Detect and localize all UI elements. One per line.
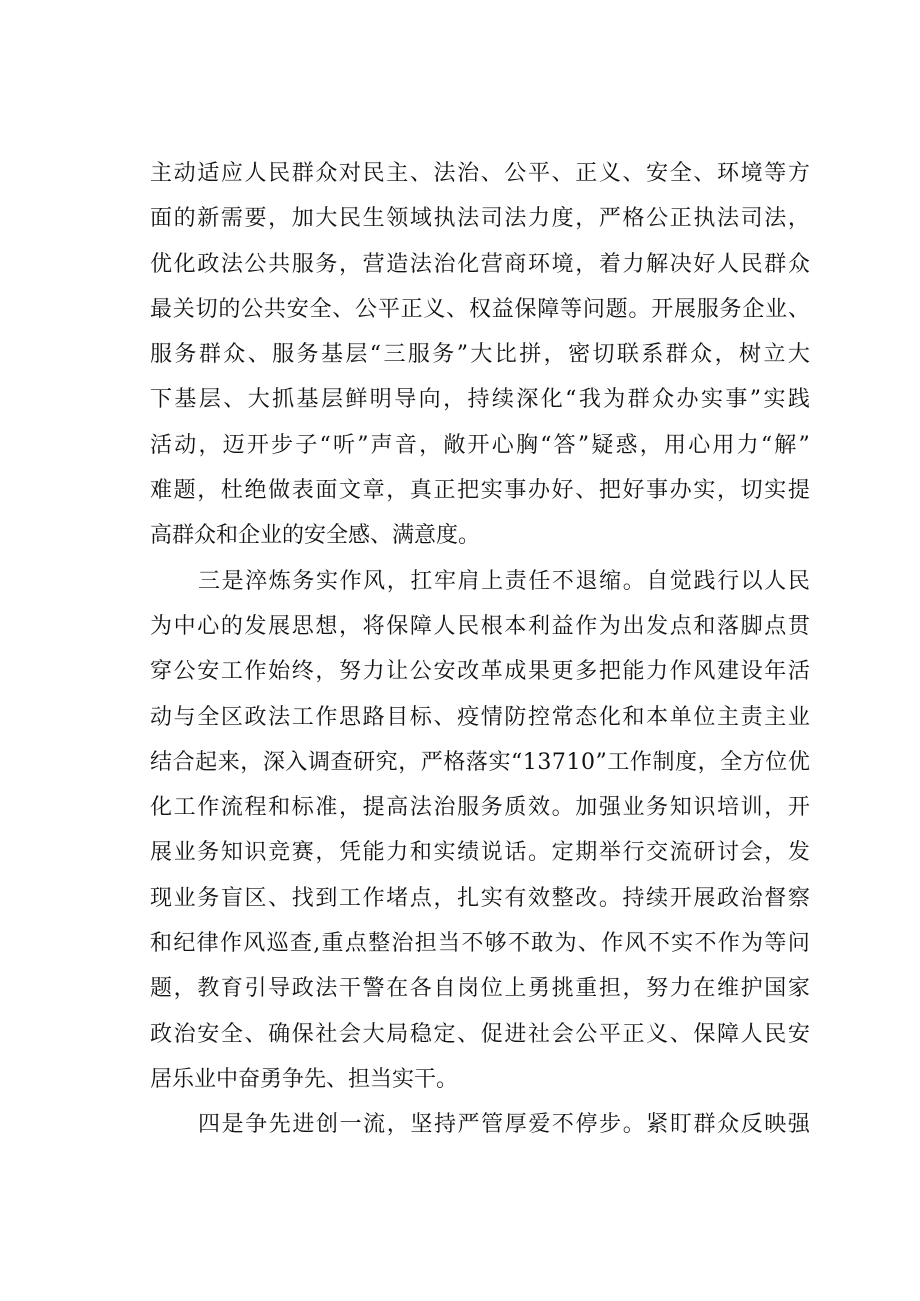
text-line: 四 是 争 先 进 创 一 流 ， 坚 持 严 管 厚 爱 不 停 步 。 紧 盯 群 众 反 映 强 (198, 1112, 810, 1138)
text-line: 和 纪 律 作 风 巡 查 , 重 点 整 治 担 当 不 够 不 敢 为 、 作 风 不 实 不 作 为 等 问 (150, 931, 810, 957)
text-line: 活 动 ， 迈 开 步 子 “ 听 ” 声 音 ， 敞 开 心 胸 “ 答 ” 疑 惑 ， 用 心 用 力 “ 解 ” (150, 432, 810, 458)
text-line: 政 治 安 全 、 确 保 社 会 大 局 稳 定 、 促 进 社 会 公 平 正 义 、 保 障 人 民 安 (150, 1021, 810, 1047)
text-line: 优 化 政 法 公 共 服 务 ， 营 造 法 治 化 营 商 环 境 ， 着 力 解 决 好 人 民 群 众 (150, 251, 810, 277)
text-line: 展 业 务 知 识 竞 赛 ， 凭 能 力 和 实 绩 说 话 。 定 期 举 行 交 流 研 讨 会 ， 发 (150, 840, 810, 866)
document-body (150, 151, 810, 1148)
text-line: 现 业 务 盲 区 、 找 到 工 作 堵 点 ， 扎 实 有 效 整 改 。 持 续 开 展 政 治 督 察 (150, 885, 810, 911)
text-line: 高群众和企业的安全感、满意度。 (150, 523, 481, 549)
text-line: 最 关 切 的 公 共 安 全 、 公 平 正 义 、 权 益 保 障 等 问 题 。 开 展 服 务 企 业 、 (150, 296, 810, 322)
text-line: 化 工 作 流 程 和 标 准 ， 提 高 法 治 服 务 质 效 。 加 强 业 务 知 识 培 训 ， 开 (150, 795, 810, 821)
text-line: 面 的 新 需 要 ， 加 大 民 生 领 域 执 法 司 法 力 度 ， 严 格 公 正 执 法 司 法 ， (150, 206, 810, 232)
text-line: 动 与 全 区 政 法 工 作 思 路 目 标 、 疫 情 防 控 常 态 化 和 本 单 位 主 责 主 业 (150, 704, 810, 730)
text-line: 服 务 群 众 、 服 务 基 层 “ 三 服 务 ” 大 比 拼 ， 密 切 联 系 群 众 ， 树 立 大 (150, 342, 810, 368)
text-line: 居乐业中奋勇争先、担当实干。 (150, 1066, 459, 1092)
text-line: 穿 公 安 工 作 始 终 ， 努 力 让 公 安 改 革 成 果 更 多 把 能 力 作 风 建 设 年 活 (150, 659, 810, 685)
text-line: 下 基 层 、 大 抓 基 层 鲜 明 导 向 ， 持 续 深 化 “ 我 为 群 众 办 实 事 ” 实 践 (150, 387, 810, 413)
text-line: 难 题 ， 杜 绝 做 表 面 文 章 ， 真 正 把 实 事 办 好 、 把 好 事 办 实 ， 切 实 提 (150, 478, 810, 504)
text-line: 结 合 起 来 ， 深 入 调 查 研 究 ， 严 格 落 实 “ 1 3 7 1 0 ” 工 作 制 度 ， 全 方 位 优 (150, 749, 810, 775)
text-line: 三 是 淬 炼 务 实 作 风 ， 扛 牢 肩 上 责 任 不 退 缩 。 自 觉 践 行 以 人 民 (198, 568, 810, 594)
text-line: 题 ， 教 育 引 导 政 法 干 警 在 各 自 岗 位 上 勇 挑 重 担 ， 努 力 在 维 护 国 家 (150, 976, 810, 1002)
text-line: 主 动 适 应 人 民 群 众 对 民 主 、 法 治 、 公 平 、 正 义 、 安 全 、 环 境 等 方 (150, 161, 810, 186)
text-line: 为 中 心 的 发 展 思 想 ， 将 保 障 人 民 根 本 利 益 作 为 出 发 点 和 落 脚 点 贯 (150, 613, 810, 639)
